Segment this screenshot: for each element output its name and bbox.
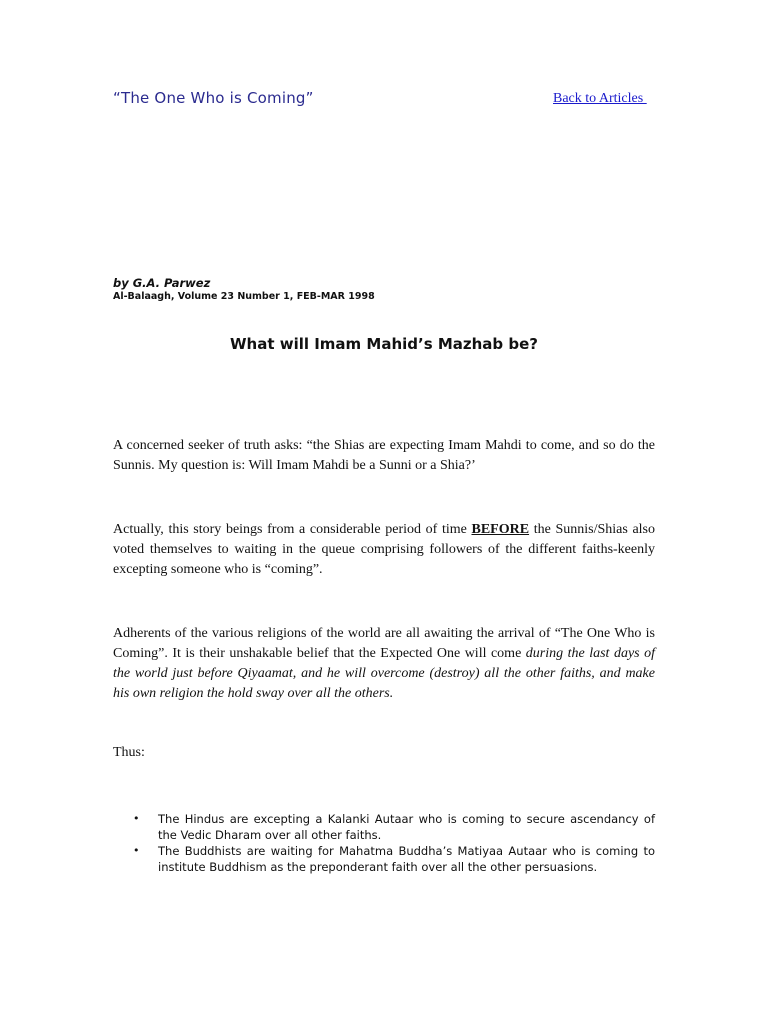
article-title: “The One Who is Coming” xyxy=(113,89,314,107)
paragraph-adherents-text: Adherents of the various religions of the world are all awaiting the arrival of “The One Who is Coming”. It is their unshakable belief that the Expected One will come xyxy=(113,626,655,661)
section-heading: What will Imam Mahid’s Mazhab be? xyxy=(229,335,539,353)
back-to-articles-link[interactable]: Back to Articles xyxy=(553,91,647,106)
list-item-text: The Buddhists are waiting for Mahatma Buddha’s Matiyaa Autaar who is coming to institute Buddhism as the preponderant faith over all the other persuasions. xyxy=(158,844,655,874)
paragraph-adherents-italic: during the last days of the world just before Qiyaamat, and he will overcome (destroy) all the other faiths, and make his own religion the hold sway over all the others. xyxy=(113,646,655,701)
paragraph-thus: Thus: xyxy=(113,745,145,760)
paragraph-adherents xyxy=(113,624,655,704)
list-item xyxy=(113,811,655,843)
bullet-list xyxy=(113,811,655,875)
bullet-marker: • xyxy=(133,812,140,825)
paragraph-history xyxy=(113,520,655,580)
author-byline: by G.A. Parwez xyxy=(113,276,211,290)
list-item xyxy=(113,843,655,875)
emphasis-before: BEFORE xyxy=(471,522,530,537)
publication-source: Al-Balaagh, Volume 23 Number 1, FEB-MAR 1998 xyxy=(113,291,375,302)
paragraph-history-text-1: Actually, this story beings from a considerable period of time xyxy=(113,522,472,537)
paragraph-question: A concerned seeker of truth asks: “the Shias are expecting Imam Mahdi to come, and so do the Sunnis. My question is: Will Imam Mahdi be a Sunni or a Shia?’ xyxy=(113,438,655,473)
list-item-text: The Hindus are excepting a Kalanki Autaar who is coming to secure ascendancy of the Vedic Dharam over all other faiths. xyxy=(158,812,655,842)
paragraph-history-text-2: the Sunnis/Shias also voted themselves to waiting in the queue comprising followers of the different faiths-keenly excepting someone who is “coming”. xyxy=(113,522,655,577)
bullet-marker: • xyxy=(133,844,140,857)
